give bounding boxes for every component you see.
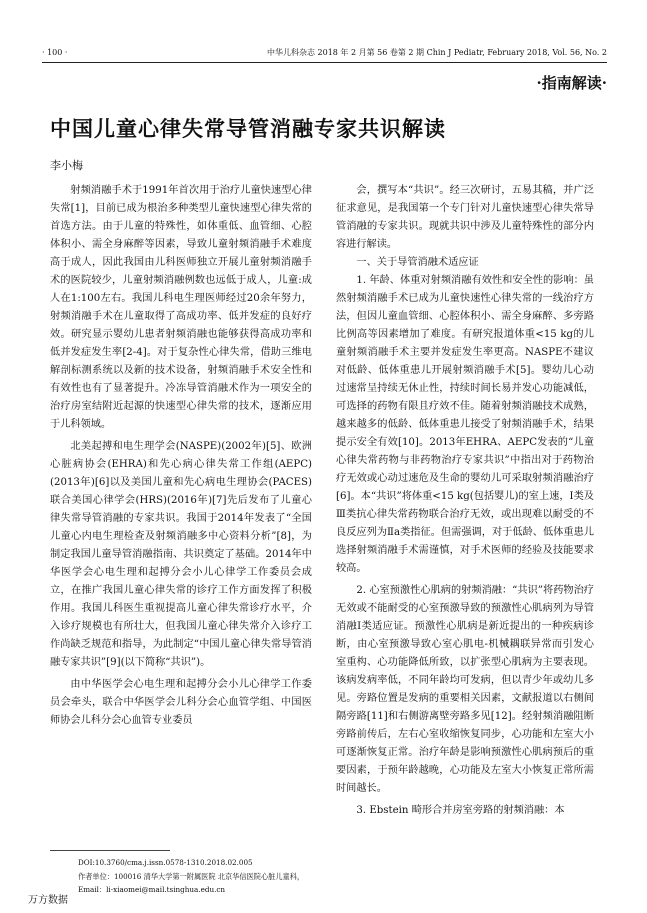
paragraph: 2. 心室预激性心肌病的射频消融：“共识”将药物治疗无效或不能耐受的心室预激导致的预激性心肌病列为导管消融Ⅰ类适应证。预激性心肌病是新近提出的一种疾病诊断，由心室预激导致心室心肌电-机械耦联异常而引发心室重构、心功能降低所致，以扩张型心肌病为主要表现。该病发病率低，不同年龄均可发病，但以青少年或幼儿多见。旁路位置是发病的重要相关因素，文献报道以右侧间隔旁路[11]和右侧游离壁旁路多见[12]。经射频消融阻断旁路前传后，左右心室收缩恢复同步，心功能和左室大小可逐渐恢复正常。治疗年龄是影响预激性心肌病预后的重要因素，于预年龄越晚，心功能及左室大小恢复正常所需时间越长。 (336, 585, 594, 794)
paragraph: 1. 年龄、体重对射频消融有效性和安全性的影响：虽然射频消融手术已成为儿童快速性心律失常的一线治疗方法，但因儿童血管细、心腔体积小、需全身麻醉、多旁路比例高等因素增加了难度。有研究报道体重<15 kg的儿童射频消融手术主要并发症发生率更高。NASPE不建议对低龄、低体重患儿开展射频消融手术[5]。婴幼儿心动过速常呈持续无休止性，持续时间长易并发心功能减低，可选择的药物有限且疗效不佳。随着射频消融技术成熟，越来越多的低龄、低体重患儿接受了射频消融手术，结果提示安全有效[10]。2013年EHRA、AEPC发表的“儿童心律失常药物与非药物治疗专家共识”中指出对于药物治疗无效或心动过速危及生命的婴幼儿可采取射频消融治疗[6]。本“共识”将体重<15 kg(包括婴儿)的室上速，Ⅰ类及Ⅲ类抗心律失常药物联合治疗无效，或出现难以耐受的不良反应列为Ⅱa类指征。但需强调，对于低龄、低体重患儿选择射频消融手术需谨慎，对手术医师的经验及技能要求较高。 (336, 275, 594, 574)
watermark-footer: 万方数据 (28, 895, 68, 906)
article-title: 中国儿童心律失常导管消融专家共识解读 (50, 116, 446, 141)
section-heading: 一、关于导管消融术适应证 (356, 257, 479, 268)
running-header (42, 46, 607, 60)
doi-footnote: DOI:10.3760/cma.j.issn.0578-1310.2018.02.005 (78, 858, 253, 867)
paragraph: 由中华医学会心电生理和起搏分会小儿心律学工作委员会牵头，联合中华医学会儿科分会心血管学组、中国医师协会儿科分会心血管专业委员 (50, 679, 312, 726)
paragraph: 北美起搏和电生理学会(NASPE)(2002年)[5]、欧洲心脏病协会(EHRA)和先心病心律失常工作组(AEPC)(2013年)[6]以及美国儿童和先心病电生理协会(PACES)联合美国心律学会(HRS)(2016年)[7]先后发布了儿童心律失常导管消融的专家共识。我国于2014年发表了“全国儿童心内电生理检查及射频消融多中心资料分析”[8]，为制定我国儿童导管消融指南、共识奠定了基础。2014年中华医学会心电生理和起搏分会小儿心律学工作委员会成立，在推广我国儿童心律失常的诊疗工作方面发挥了积极作用。我国儿科医生重视提高儿童心律失常诊疗水平，介入诊疗规模也有所壮大，但我国儿童心律失常介入诊疗工作尚缺乏规范和指导，为此制定“中国儿童心律失常导管消融专家共识”[9](以下简称“共识”)。 (50, 441, 312, 668)
left-column (50, 182, 312, 730)
footnote-rule (50, 850, 170, 851)
section-label: ·指南解读· (536, 74, 607, 92)
paragraph: 射频消融手术于1991年首次用于治疗儿童快速型心律失常[1]，目前已成为根治多种类型儿童快速型心律失常的首选方法。由于儿童的特殊性，如体重低、血管细、心腔体积小、需全身麻醉等因素，导致儿童射频消融手术难度高于成人，因此我国由儿科医师独立开展儿童射频消融手术的医院较少，儿童射频消融例数也远低于成人，儿童:成人在1:100左右。我国儿科电生理医师经过20余年努力，射频消融手术在儿童取得了高成功率、低并发症的良好疗效。研究显示婴幼儿患者射频消融也能够获得高成功率和低并发症发生率[2-4]。对于复杂性心律失常，借助三维电解剖标测系统以及新的技术设备，射频消融手术安全性和有效性也有了显著提升。冷冻导管消融术作为一项安全的治疗房室结附近起源的快速型心律失常的技术，逐渐应用于儿科领域。 (50, 185, 312, 430)
right-column (336, 182, 594, 820)
paragraph: 会，撰写本“共识”。经三次研讨，五易其稿，并广泛征求意见，是我国第一个专门针对儿童快速型心律失常导管消融的专家共识。现就共识中涉及儿童特殊性的部分内容进行解读。 (336, 185, 594, 250)
author-name: 李小梅 (50, 159, 83, 172)
page-number: · 100 · (42, 48, 68, 57)
affiliation-footnote: 作者单位：100016 清华大学第一附属医院 北京华信医院心脏儿童科，Email：li-xiaomei@mail.tsinghua.edu.cn (78, 872, 305, 894)
header-rule (42, 62, 607, 63)
paragraph: 3. Ebstein 畸形合并房室旁路的射频消融：本 (356, 805, 565, 816)
journal-citation: 中华儿科杂志 2018 年 2 月第 56 卷第 2 期 Chin J Pediatr, February 2018, Vol. 56, No. 2 (266, 48, 607, 57)
